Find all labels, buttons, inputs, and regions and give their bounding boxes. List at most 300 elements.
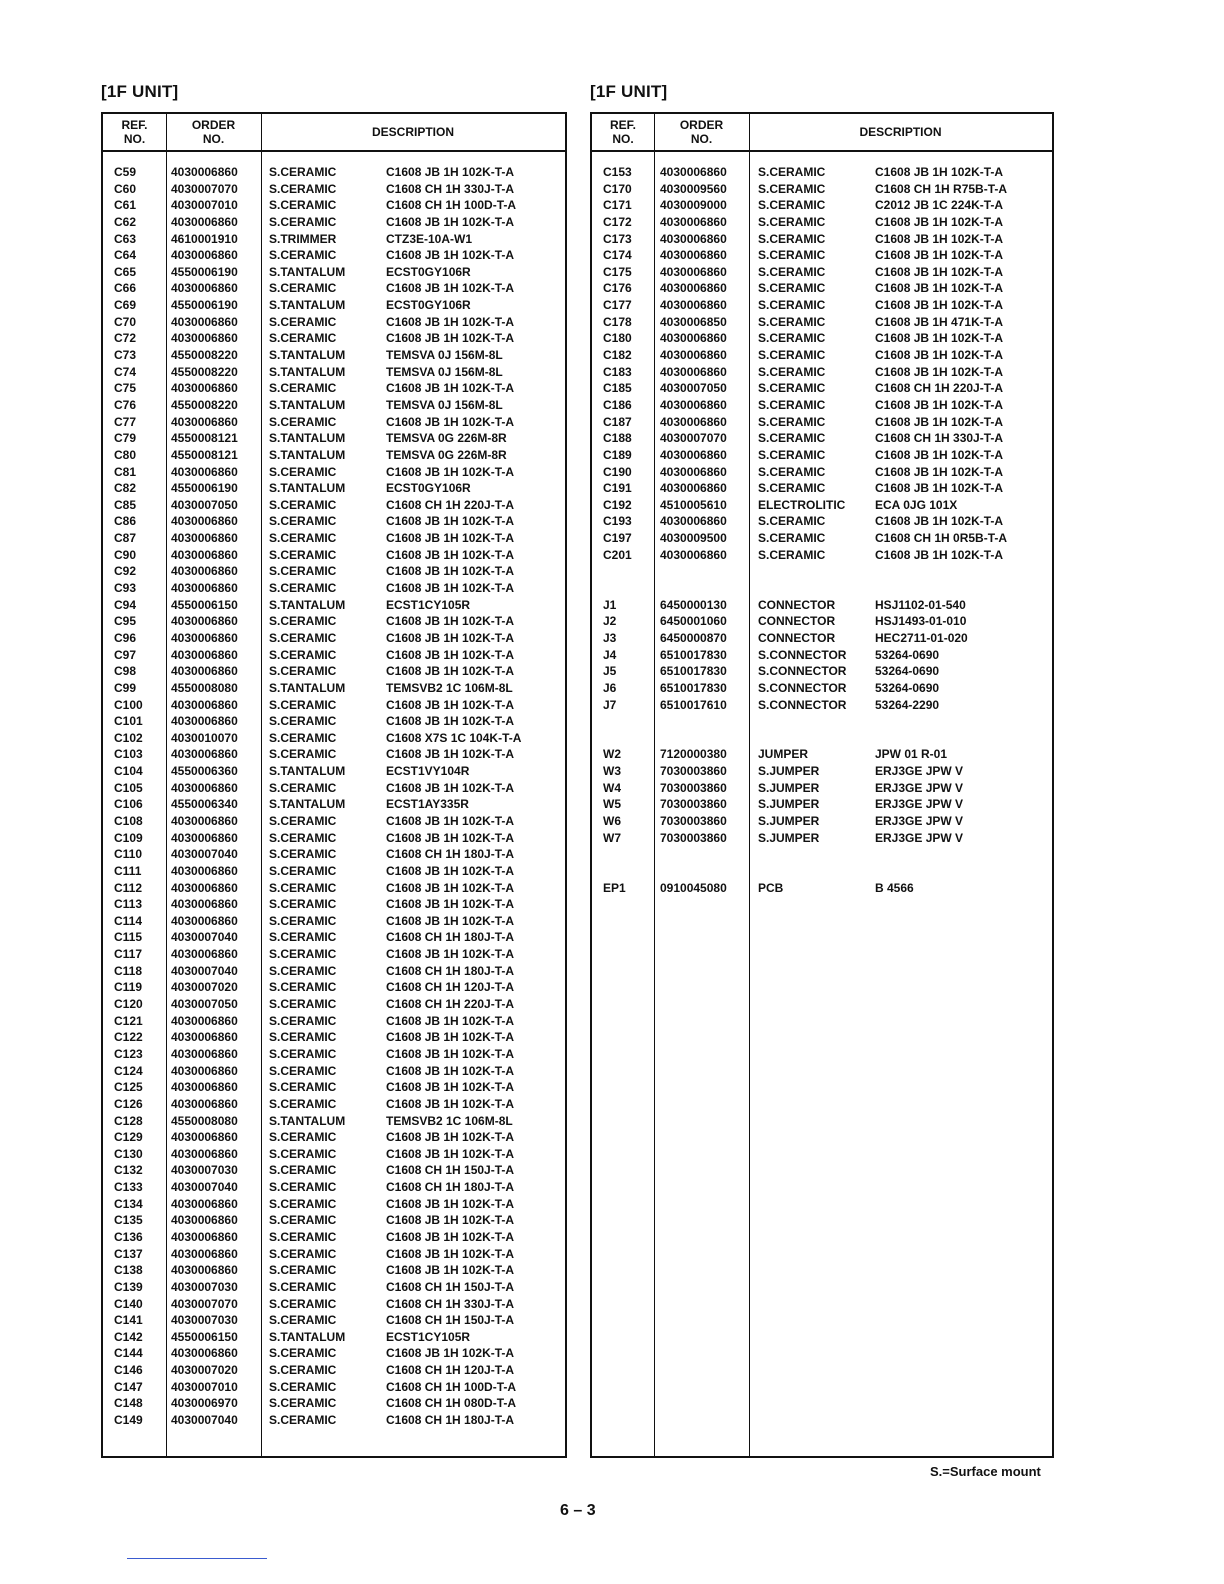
part-spec-cell: HSJ1102-01-540 [875,597,966,612]
table-row [103,880,565,897]
table-row [592,830,1052,847]
part-type-cell: S.CERAMIC [269,531,337,546]
table-row [592,397,1052,414]
part-spec-cell: C1608 JB 1H 102K-T-A [386,747,515,762]
table-row [103,231,565,248]
part-spec-cell: ERJ3GE JPW V [875,830,964,845]
order-no-cell: 6510017830 [660,647,727,662]
table-row [103,929,565,946]
order-no-cell: 7030003860 [660,813,727,828]
order-no-cell: 4030006860 [171,214,238,229]
table-row [103,630,565,647]
order-no-cell: 4030006860 [171,547,238,562]
ref-no-cell: C174 [603,248,632,263]
part-spec-cell: C1608 CH 1H 330J-T-A [386,181,515,196]
order-no-cell: 4030007020 [171,980,238,995]
ref-no-cell: C81 [114,464,137,479]
part-type-cell: S.CERAMIC [269,414,337,429]
table-row [592,730,1052,747]
ref-no-cell: W7 [603,830,621,845]
part-type-cell: S.TANTALUM [269,797,346,812]
order-no-cell: 4030006860 [171,697,238,712]
order-no-cell: 6510017610 [660,697,727,712]
order-no-cell: 4030006860 [171,813,238,828]
table-row [592,880,1052,897]
table-row [103,1129,565,1146]
part-spec-cell: C1608 CH 1H 180J-T-A [386,1413,515,1428]
order-no-cell: 4030006860 [171,1346,238,1361]
header-order-no: ORDER NO. [679,118,724,146]
part-spec-cell: C1608 CH 1H 330J-T-A [386,1296,515,1311]
part-spec-cell: C1608 JB 1H 102K-T-A [386,780,515,795]
order-no-cell: 4030007030 [171,1163,238,1178]
header-ref-no: REF. NO. [121,118,148,146]
part-type-cell: S.TANTALUM [269,364,346,379]
ref-no-cell: C126 [114,1096,143,1111]
table-row [592,480,1052,497]
order-no-cell: 4030007040 [171,847,238,862]
part-spec-cell: ECST1AY335R [386,797,469,812]
part-spec-cell: C1608 JB 1H 102K-T-A [386,1063,515,1078]
order-no-cell: 4030006860 [171,664,238,679]
order-no-cell: 7120000380 [660,747,727,762]
order-no-cell: 4550006190 [171,481,238,496]
table-row [592,597,1052,614]
table-row [103,447,565,464]
ref-no-cell: C138 [114,1263,143,1278]
table-row [592,247,1052,264]
table-row [103,1312,565,1329]
order-no-cell: 4030006970 [171,1396,238,1411]
part-type-cell: S.CERAMIC [269,1413,337,1428]
part-spec-cell: C1608 JB 1H 102K-T-A [386,1246,515,1261]
order-no-cell: 4030006860 [171,281,238,296]
ref-no-cell: C96 [114,630,137,645]
part-spec-cell: C1608 CH 1H 120J-T-A [386,1363,515,1378]
part-type-cell: S.CERAMIC [758,481,826,496]
table-row [103,1063,565,1080]
ref-no-cell: C60 [114,181,137,196]
part-type-cell: S.TANTALUM [269,348,346,363]
part-type-cell: S.CERAMIC [269,1146,337,1161]
part-type-cell: S.CERAMIC [269,1363,337,1378]
table-row [592,713,1052,730]
part-spec-cell: JPW 01 R-01 [875,747,948,762]
part-type-cell: S.JUMPER [758,764,820,779]
table-row [103,680,565,697]
table-row [103,1179,565,1196]
ref-no-cell: W5 [603,797,621,812]
part-type-cell: S.CERAMIC [269,1230,337,1244]
table-row [592,314,1052,331]
part-type-cell: S.CERAMIC [269,1379,337,1394]
table-row [103,247,565,264]
table-row [592,414,1052,431]
part-spec-cell: C1608 CH 1H 180J-T-A [386,1180,515,1195]
part-type-cell: S.CERAMIC [269,947,337,962]
part-spec-cell: C1608 CH 1H 120J-T-A [386,980,515,995]
table-row [103,1146,565,1163]
part-type-cell: JUMPER [758,747,809,762]
ref-no-cell: C101 [114,714,143,729]
part-spec-cell: C1608 JB 1H 102K-T-A [386,531,515,546]
part-type-cell: CONNECTOR [758,630,836,645]
part-spec-cell: CTZ3E-10A-W1 [386,231,473,246]
ref-no-cell: J6 [603,680,617,695]
ref-no-cell: C108 [114,813,143,828]
part-type-cell: S.CERAMIC [269,863,337,878]
part-spec-cell: C1608 JB 1H 102K-T-A [386,1096,515,1111]
part-spec-cell: C1608 CH 1H 220J-T-A [386,497,515,512]
table-body [592,164,1052,896]
table-row [103,530,565,547]
table-row [592,746,1052,763]
part-type-cell: S.CERAMIC [269,1030,337,1045]
table-row [103,1096,565,1113]
table-row [103,330,565,347]
part-spec-cell: C1608 CH 1H 180J-T-A [386,963,515,978]
table-row [103,763,565,780]
order-no-cell: 4030006860 [660,414,727,429]
table-row [592,380,1052,397]
part-spec-cell: C1608 JB 1H 102K-T-A [386,647,515,662]
part-type-cell: S.CERAMIC [269,181,337,196]
part-spec-cell: ECST1VY104R [386,764,470,779]
ref-no-cell: C75 [114,381,137,396]
ref-no-cell: C103 [114,747,143,762]
part-spec-cell: C1608 JB 1H 102K-T-A [386,1080,515,1095]
ref-no-cell: C180 [603,331,632,346]
header-description: DESCRIPTION [371,125,454,139]
ref-no-cell: C153 [603,165,632,179]
order-no-cell: 4030006860 [171,897,238,912]
part-type-cell: S.CERAMIC [758,464,826,479]
ref-no-cell: C74 [114,364,137,379]
ref-no-cell: C147 [114,1379,143,1394]
left-parts-table [101,112,567,1458]
table-row [592,697,1052,714]
table-row [592,530,1052,547]
part-spec-cell: C1608 JB 1H 102K-T-A [875,397,1004,412]
table-row [103,1013,565,1030]
table-row [103,1296,565,1313]
part-spec-cell: C1608 JB 1H 102K-T-A [386,514,515,529]
part-spec-cell: C1608 JB 1H 102K-T-A [386,1263,515,1278]
order-no-cell: 4030006860 [171,1230,238,1244]
part-spec-cell: TEMSVA 0J 156M-8L [386,364,503,379]
ref-no-cell: C191 [603,481,632,496]
ref-no-cell: C123 [114,1046,143,1061]
order-no-cell: 4510005610 [660,497,727,512]
table-row [592,580,1052,597]
part-type-cell: S.CERAMIC [269,1213,337,1228]
order-no-cell: 4550008121 [171,431,238,446]
ref-no-cell: C117 [114,947,143,962]
part-type-cell: S.CERAMIC [269,1396,337,1411]
order-no-cell: 4030007050 [171,997,238,1012]
part-type-cell: S.CERAMIC [269,1313,337,1328]
part-spec-cell: C1608 JB 1H 102K-T-A [386,813,515,828]
ref-no-cell: C141 [114,1313,143,1328]
ref-no-cell: C140 [114,1296,143,1311]
part-type-cell: S.CERAMIC [269,165,337,179]
ref-no-cell: C65 [114,264,137,279]
table-row [103,1262,565,1279]
table-row [103,280,565,297]
ref-no-cell: C188 [603,431,632,446]
order-no-cell: 4030006860 [171,331,238,346]
ref-no-cell: J2 [603,614,617,629]
part-type-cell: PCB [758,880,784,895]
ref-no-cell: C73 [114,348,137,363]
part-type-cell: S.CERAMIC [269,1013,337,1028]
order-no-cell: 4030006860 [171,880,238,895]
part-spec-cell: C2012 JB 1C 224K-T-A [875,198,1004,213]
table-row [103,846,565,863]
ref-no-cell: C87 [114,531,137,546]
part-type-cell: CONNECTOR [758,614,836,629]
table-row [592,464,1052,481]
table-row [103,1329,565,1346]
order-no-cell: 4550008080 [171,680,238,695]
order-no-cell: 4030006860 [171,863,238,878]
ref-no-cell: C193 [603,514,632,529]
table-row [592,347,1052,364]
part-type-cell: S.CERAMIC [758,198,826,213]
order-no-cell: 4030007070 [171,1296,238,1311]
part-spec-cell: C1608 JB 1H 102K-T-A [386,214,515,229]
table-row [592,680,1052,697]
table-row [103,347,565,364]
part-type-cell: S.CERAMIC [269,1130,337,1145]
part-spec-cell: C1608 CH 1H 150J-T-A [386,1279,515,1294]
part-type-cell: S.TANTALUM [269,264,346,279]
ref-no-cell: C135 [114,1213,143,1228]
ref-no-cell: C109 [114,830,143,845]
order-no-cell: 4030006860 [171,248,238,263]
ref-no-cell: C100 [114,697,143,712]
part-type-cell: S.CERAMIC [269,1246,337,1261]
part-type-cell: S.CERAMIC [269,697,337,712]
order-no-cell: 4550008220 [171,397,238,412]
ref-no-cell: C99 [114,680,137,695]
order-no-cell: 4030006860 [171,630,238,645]
table-row [592,280,1052,297]
ref-no-cell: C170 [603,181,632,196]
ref-no-cell: C86 [114,514,137,529]
part-spec-cell: C1608 JB 1H 102K-T-A [386,614,515,629]
order-no-cell: 4030009560 [660,181,727,196]
ref-no-cell: C128 [114,1113,143,1128]
order-no-cell: 4030006860 [660,481,727,496]
part-spec-cell: C1608 JB 1H 102K-T-A [875,348,1004,363]
part-spec-cell: C1608 JB 1H 102K-T-A [386,1230,515,1244]
ref-no-cell: C175 [603,264,632,279]
table-row [103,813,565,830]
header-description: DESCRIPTION [859,125,942,139]
part-type-cell: S.CONNECTOR [758,664,847,679]
part-spec-cell: ECST0GY106R [386,264,471,279]
header-divider [103,150,565,152]
order-no-cell: 4030009500 [660,531,727,546]
order-no-cell: 4610001910 [171,231,238,246]
ref-no-cell: C137 [114,1246,143,1261]
part-spec-cell: C1608 JB 1H 102K-T-A [875,165,1004,179]
order-no-cell: 4030006860 [660,214,727,229]
ref-no-cell: J1 [603,597,617,612]
ref-no-cell: W2 [603,747,621,762]
ref-no-cell: C139 [114,1279,143,1294]
order-no-cell: 4030006860 [171,165,238,179]
table-row [592,497,1052,514]
table-row [103,913,565,930]
ref-no-cell: C144 [114,1346,143,1361]
ref-no-cell: C112 [114,880,143,895]
order-no-cell: 4030007040 [171,930,238,945]
order-no-cell: 0910045080 [660,880,727,895]
table-row [592,547,1052,564]
order-no-cell: 4030006860 [171,531,238,546]
part-type-cell: S.CERAMIC [758,248,826,263]
order-no-cell: 4030007030 [171,1279,238,1294]
order-no-cell: 4550006360 [171,764,238,779]
table-row [592,647,1052,664]
part-type-cell: S.CERAMIC [269,897,337,912]
table-row [103,830,565,847]
table-row [103,414,565,431]
part-spec-cell: C1608 CH 1H 0R5B-T-A [875,531,1008,546]
ref-no-cell: C76 [114,397,137,412]
table-row [103,513,565,530]
table-row [592,164,1052,181]
table-row [592,181,1052,198]
table-row [592,297,1052,314]
part-type-cell: S.CERAMIC [269,980,337,995]
order-no-cell: 4030006860 [660,264,727,279]
ref-no-cell: C114 [114,913,143,928]
order-no-cell: 4030006860 [660,464,727,479]
part-spec-cell: C1608 CH 1H 180J-T-A [386,847,515,862]
ref-no-cell: C149 [114,1413,143,1428]
order-no-cell: 4550006190 [171,264,238,279]
part-spec-cell: C1608 JB 1H 102K-T-A [875,248,1004,263]
ref-no-cell: C82 [114,481,137,496]
table-row [103,979,565,996]
order-no-cell: 4030006860 [660,298,727,313]
part-type-cell: S.CERAMIC [758,514,826,529]
table-row [592,863,1052,880]
order-no-cell: 4030007040 [171,963,238,978]
order-no-cell: 4030007050 [660,381,727,396]
part-type-cell: S.CERAMIC [758,364,826,379]
ref-no-cell: C124 [114,1063,143,1078]
table-row [103,314,565,331]
ref-no-cell: C110 [114,847,143,862]
table-row [103,1196,565,1213]
part-spec-cell: TEMSVB2 1C 106M-8L [386,680,513,695]
part-spec-cell: C1608 JB 1H 102K-T-A [386,1196,515,1211]
part-spec-cell: C1608 JB 1H 102K-T-A [386,1130,515,1145]
ref-no-cell: C190 [603,464,632,479]
order-no-cell: 7030003860 [660,780,727,795]
part-type-cell: S.CERAMIC [269,747,337,762]
part-spec-cell: C1608 CH 1H 100D-T-A [386,198,517,213]
table-row [103,597,565,614]
table-row [103,896,565,913]
order-no-cell: 4030006860 [171,381,238,396]
ref-no-cell: C187 [603,414,632,429]
order-no-cell: 4550008220 [171,348,238,363]
order-no-cell: 4030006860 [171,514,238,529]
part-type-cell: S.CERAMIC [269,930,337,945]
part-type-cell: S.CERAMIC [758,381,826,396]
part-type-cell: S.CERAMIC [269,714,337,729]
part-spec-cell: C1608 JB 1H 102K-T-A [386,697,515,712]
part-type-cell: S.CERAMIC [269,331,337,346]
order-no-cell: 4030007020 [171,1363,238,1378]
part-type-cell: S.CERAMIC [758,414,826,429]
table-body [103,164,565,1429]
part-spec-cell: C1608 JB 1H 102K-T-A [386,314,515,329]
part-type-cell: S.CERAMIC [269,314,337,329]
part-type-cell: S.CONNECTOR [758,680,847,695]
order-no-cell: 4030010070 [171,730,238,745]
order-no-cell: 4030006860 [660,364,727,379]
part-spec-cell: C1608 CH 1H 150J-T-A [386,1163,515,1178]
order-no-cell: 4030006860 [171,1196,238,1211]
table-row [592,264,1052,281]
part-spec-cell: C1608 CH 1H 100D-T-A [386,1379,517,1394]
ref-no-cell: C70 [114,314,137,329]
ref-no-cell: C93 [114,581,137,596]
order-no-cell: 4030006860 [660,547,727,562]
part-spec-cell: C1608 JB 1H 102K-T-A [386,714,515,729]
table-row [592,330,1052,347]
table-row [103,497,565,514]
order-no-cell: 4030006860 [660,348,727,363]
table-row [592,197,1052,214]
part-spec-cell: C1608 CH 1H 180J-T-A [386,930,515,945]
ref-no-cell: C80 [114,447,137,462]
table-row [103,780,565,797]
part-spec-cell: C1608 JB 1H 102K-T-A [386,863,515,878]
part-type-cell: S.CERAMIC [269,1163,337,1178]
part-spec-cell: C1608 JB 1H 102K-T-A [386,331,515,346]
order-no-cell: 7030003860 [660,830,727,845]
order-no-cell: 4030006860 [660,281,727,296]
ref-no-cell: C94 [114,597,137,612]
ref-no-cell: C105 [114,780,143,795]
part-type-cell: S.CERAMIC [269,198,337,213]
part-spec-cell: C1608 JB 1H 102K-T-A [386,664,515,679]
ref-no-cell: C146 [114,1363,143,1378]
part-type-cell: S.CERAMIC [269,780,337,795]
ref-no-cell: C172 [603,214,632,229]
part-spec-cell: C1608 JB 1H 102K-T-A [386,381,515,396]
ref-no-cell: J4 [603,647,617,662]
part-type-cell: S.CERAMIC [269,963,337,978]
order-no-cell: 4550006150 [171,1329,238,1344]
part-spec-cell: C1608 CH 1H R75B-T-A [875,181,1008,196]
part-spec-cell: TEMSVA 0G 226M-8R [386,447,507,462]
table-row [103,996,565,1013]
part-type-cell: S.TANTALUM [269,1113,346,1128]
part-spec-cell: TEMSVB2 1C 106M-8L [386,1113,513,1128]
ref-no-cell: C173 [603,231,632,246]
part-type-cell: S.JUMPER [758,797,820,812]
part-spec-cell: C1608 JB 1H 102K-T-A [875,298,1004,313]
table-row [103,164,565,181]
